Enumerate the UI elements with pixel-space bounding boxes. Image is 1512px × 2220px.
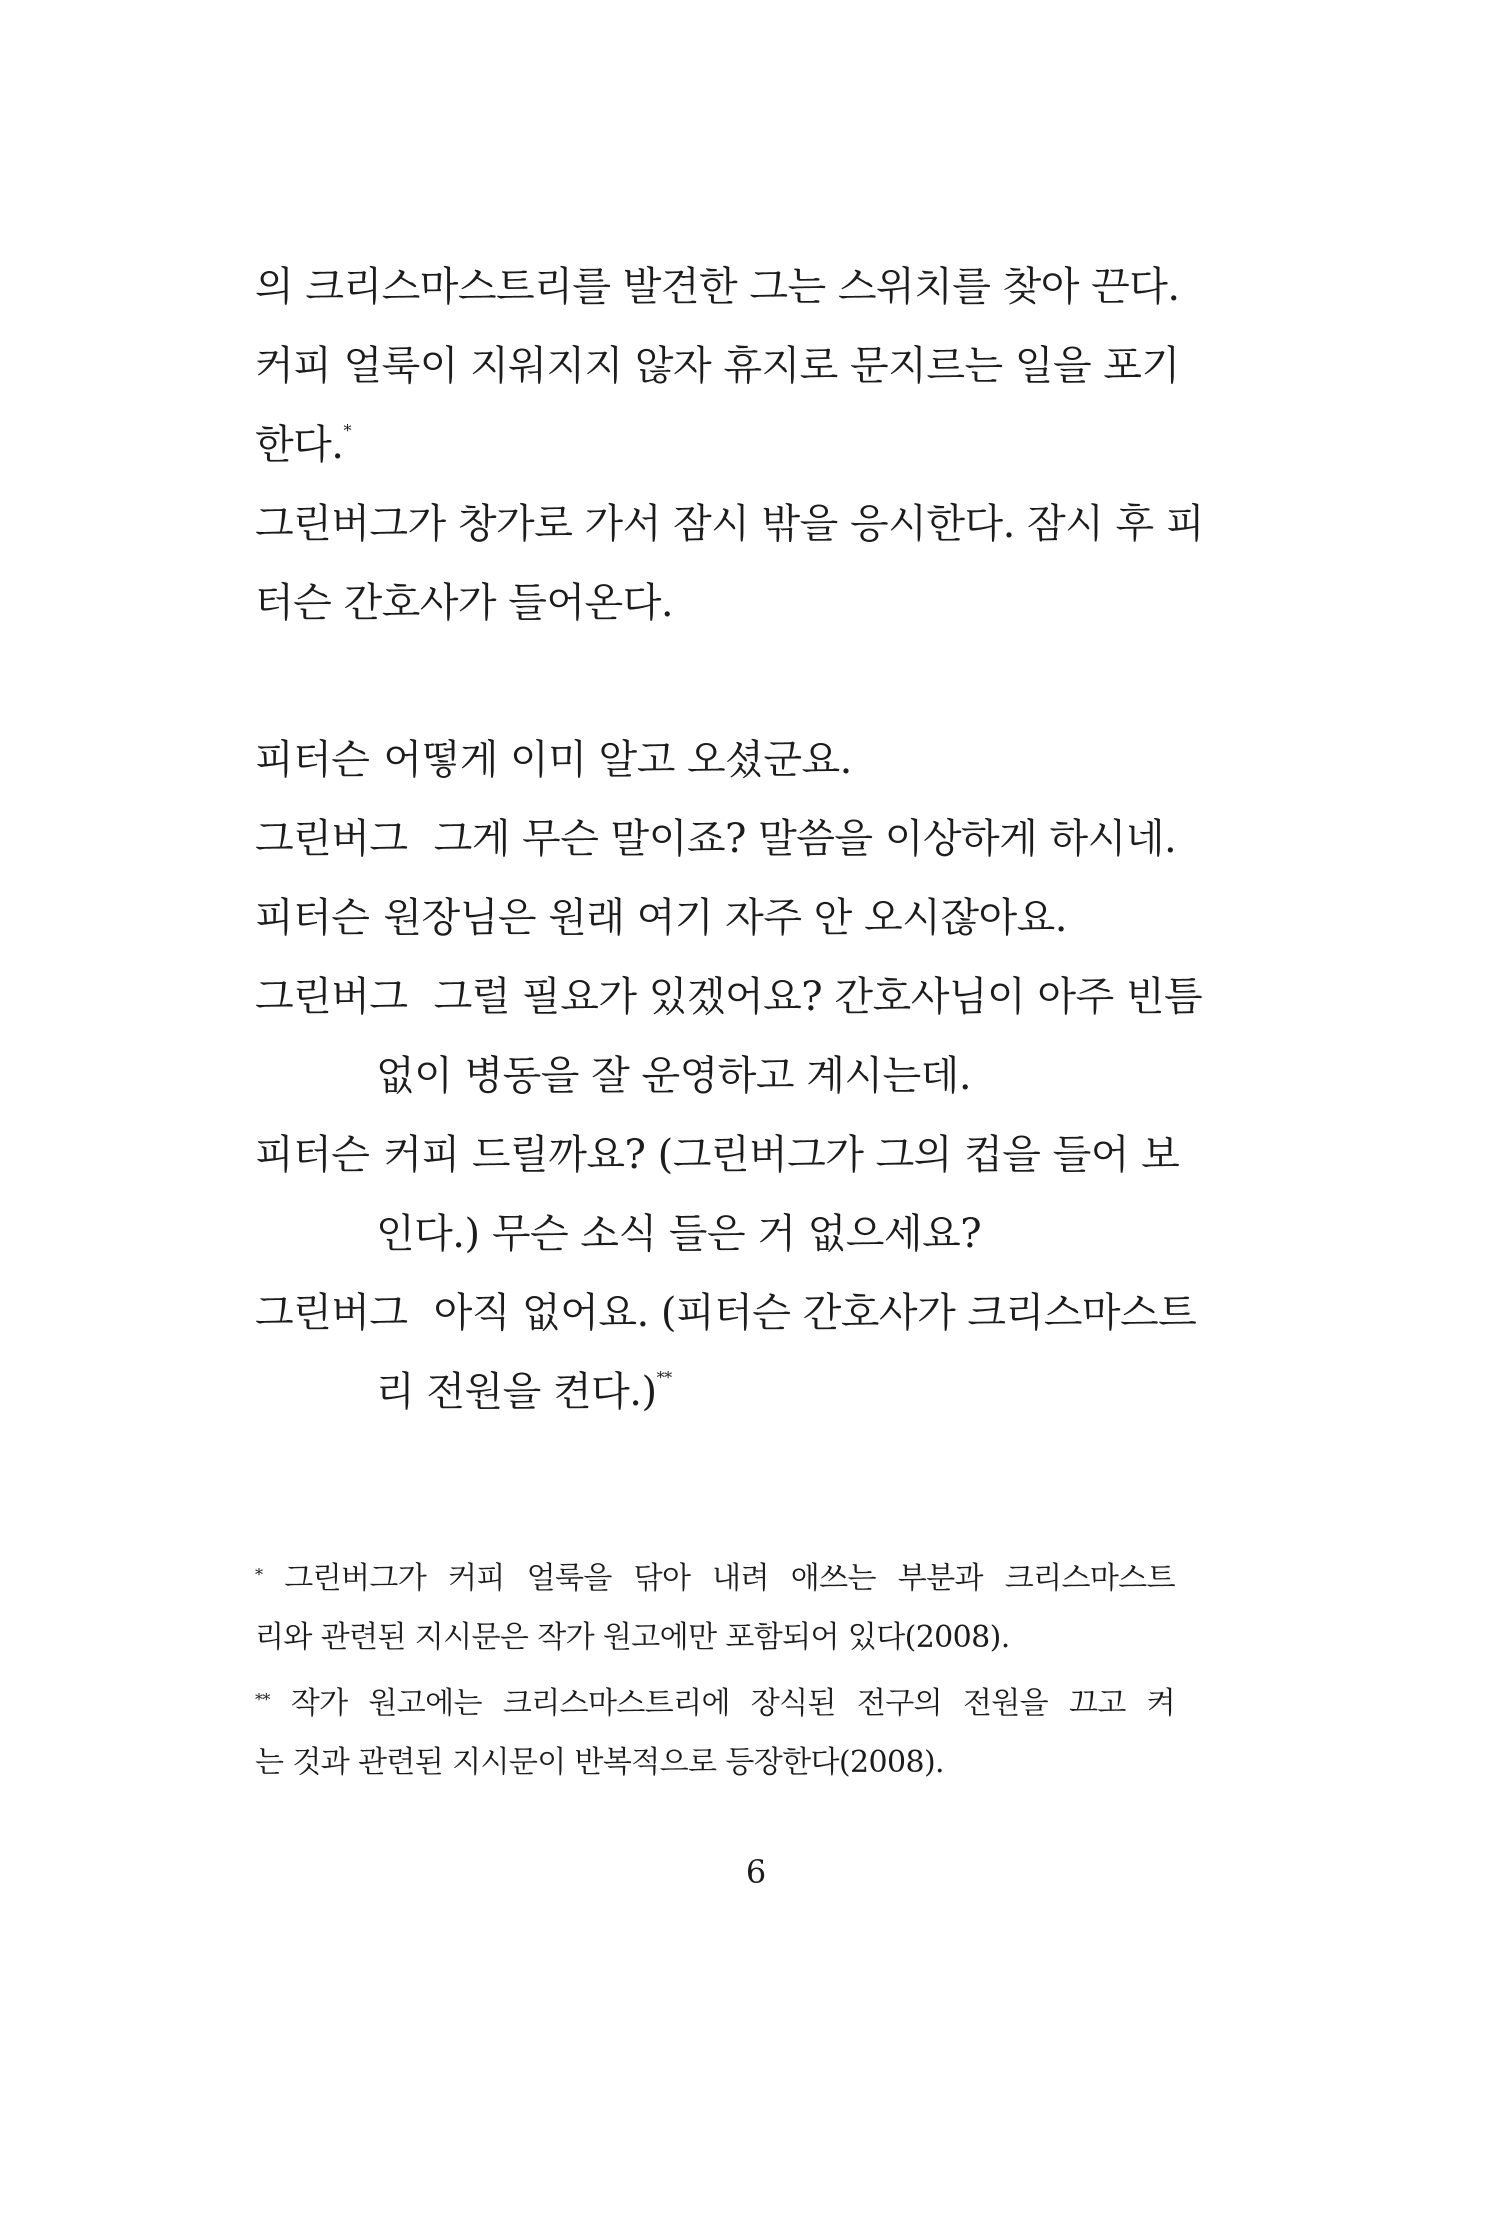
dialogue-line xyxy=(255,1130,1180,1180)
dialogue-line xyxy=(255,972,1203,1022)
page-number: 6 xyxy=(745,1853,767,1891)
speaker-name: 피터슨 xyxy=(255,737,370,783)
stage-direction-line xyxy=(255,420,1175,470)
dialogue-continuation: 없이 병동을 잘 운영하고 계시는데. xyxy=(376,1053,972,1099)
footnote-marker: ** xyxy=(656,1368,672,1387)
dialogue-line xyxy=(255,893,1175,943)
dialogue-text: 아직 없어요. (피터슨 간호사가 크리스마스트 xyxy=(433,1290,1197,1336)
dialogue-text: 그럴 필요가 있겠어요? 간호사님이 아주 빈틈 xyxy=(433,974,1203,1020)
stage-direction-line: 의 크리스마스트리를 발견한 그는 스위치를 찾아 끈다. xyxy=(255,264,1180,310)
footnote-text: 작가 원고에는 크리스마스트리에 장식된 전구의 전원을 끄고 켜 xyxy=(290,1686,1176,1721)
speaker-name: 피터슨 xyxy=(255,1132,370,1178)
footnote-line: 리와 관련된 지시문은 작가 원고에만 포함되어 있다(2008). xyxy=(255,1620,1010,1655)
stage-direction-text: 한다. xyxy=(255,422,344,468)
footnote-mark: * xyxy=(255,1565,263,1584)
dialogue-text: 커피 드릴까요? (그린버그가 그의 컵을 들어 보 xyxy=(383,1132,1180,1178)
dialogue-line xyxy=(255,1288,1197,1338)
speaker-name: 피터슨 xyxy=(255,895,370,941)
footnote-marker: * xyxy=(343,421,351,440)
speaker-name: 그린버그 xyxy=(255,974,408,1020)
footnote-text: 그린버그가 커피 얼룩을 닦아 내려 애쓰는 부분과 크리스마스트 xyxy=(284,1561,1175,1596)
stage-direction-line: 터슨 간호사가 들어온다. xyxy=(255,580,674,626)
dialogue-line xyxy=(255,735,1175,785)
dialogue-continuation xyxy=(376,1367,1176,1417)
footnote-line: 는 것과 관련된 지시문이 반복적으로 등장한다(2008). xyxy=(255,1745,944,1780)
dialogue-text: 어떻게 이미 알고 오셨군요. xyxy=(383,737,852,783)
dialogue-line xyxy=(255,814,1175,864)
footnote-line xyxy=(255,1684,1175,1724)
stage-direction-line: 그린버그가 창가로 가서 잠시 밖을 응시한다. 잠시 후 피 xyxy=(255,501,1205,547)
speaker-name: 그린버그 xyxy=(255,1290,408,1336)
dialogue-text: 그게 무슨 말이죠? 말씀을 이상하게 하시네. xyxy=(433,816,1177,862)
speaker-name: 그린버그 xyxy=(255,816,408,862)
dialogue-continuation: 인다.) 무슨 소식 들은 거 없으세요? xyxy=(376,1211,982,1257)
stage-direction-line: 커피 얼룩이 지워지지 않자 휴지로 문지르는 일을 포기 xyxy=(255,343,1180,389)
dialogue-text: 리 전원을 켠다.) xyxy=(376,1369,657,1415)
dialogue-text: 원장님은 원래 여기 자주 안 오시잖아요. xyxy=(383,895,1067,941)
footnote-line xyxy=(255,1559,1175,1599)
footnote-mark: ** xyxy=(255,1690,270,1709)
